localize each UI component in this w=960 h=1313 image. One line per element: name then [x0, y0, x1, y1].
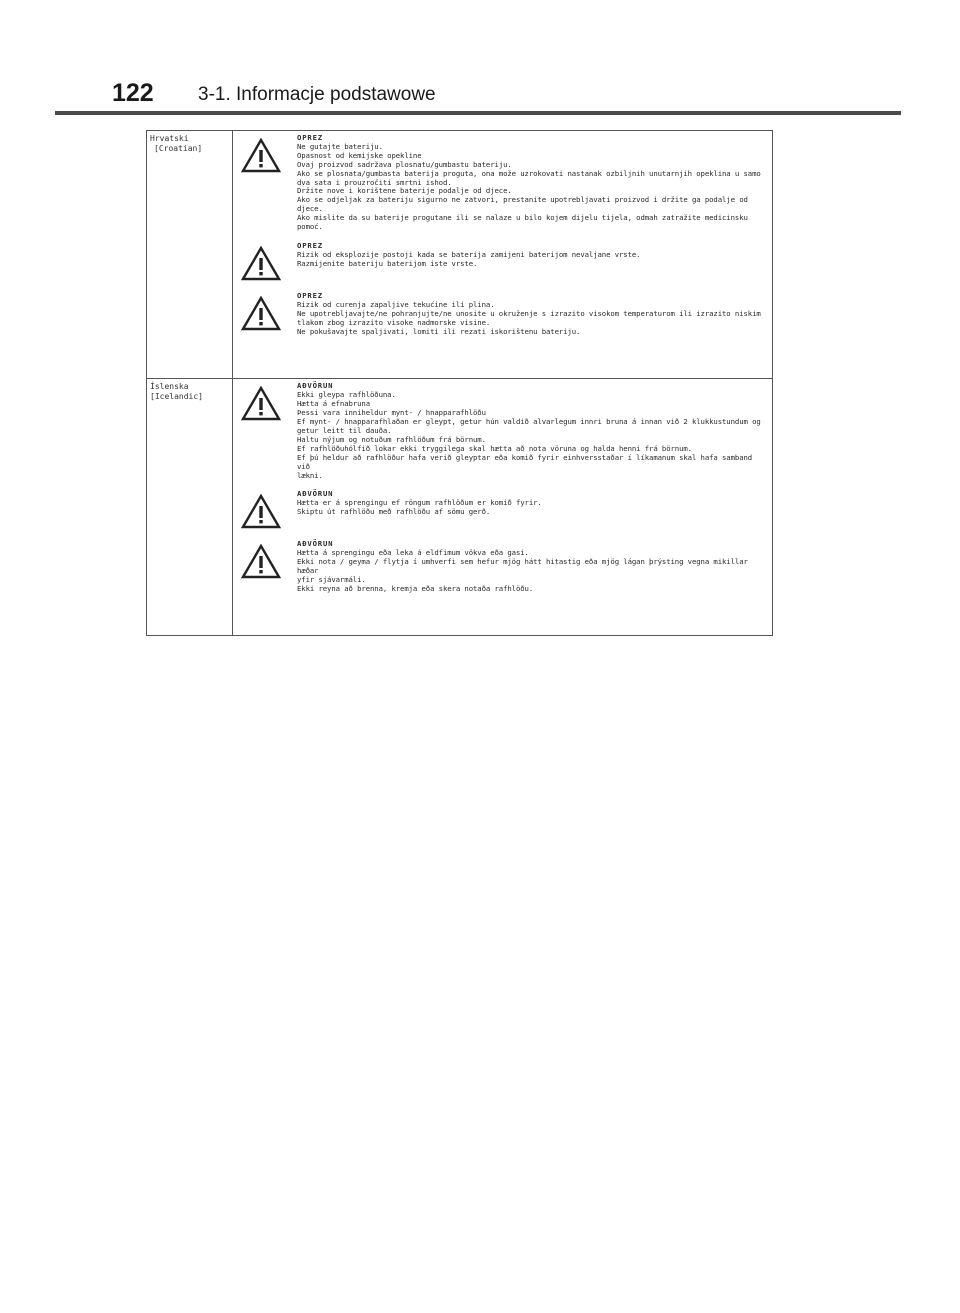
warning-triangle-icon — [241, 296, 281, 332]
warning-title: AÐVÖRUN — [297, 381, 334, 391]
warning-line: getur leitt til dauða. — [297, 426, 392, 436]
table-row — [147, 131, 773, 379]
warning-block — [241, 490, 768, 530]
warning-block — [241, 292, 768, 337]
language-english-name: [Icelandic] — [150, 392, 203, 402]
table-row — [147, 379, 773, 636]
warning-line: Ekki reyna að brenna, kremja eða skera notaða rafhlöðu. — [297, 583, 534, 593]
warning-line: Ne upotrebljavajte/ne pohranjujte/ne unosite u okruženje s izrazito visokom temperaturom ili izrazito niskim — [297, 308, 761, 318]
warning-line: Ako se odjeljak za bateriju sigurno ne zatvori, prestanite upotrebljavati proizvod i držite ga podalje od djece. — [297, 195, 748, 214]
warning-block — [241, 134, 768, 232]
warning-line: Ekki nota / geyma / flytja í umhverfi sem hefur mjög hátt hitastig eða mjög lágan þrýsting vegna mikillar hæðar — [297, 557, 748, 576]
warning-line: tlakom zbog izrazito visoke nadmorske visine. — [297, 317, 491, 327]
warning-line: Haltu nýjum og notuðum rafhlöðum frá börnum. — [297, 434, 486, 444]
warning-line: Hætta á sprengingu eða leka á eldfimum vökva eða gasi. — [297, 548, 529, 558]
warning-line: Hætta á efnabruna — [297, 399, 370, 409]
warning-triangle-icon — [241, 246, 281, 282]
warning-line: lækni. — [297, 470, 323, 480]
page-header — [0, 0, 960, 120]
warning-triangle-icon — [241, 138, 281, 174]
battery-warning-table — [146, 130, 773, 636]
warning-block — [241, 242, 768, 282]
warning-line: Ako mislite da su baterije progutane ili se nalaze u bilo kojem dijelu tijela, odmah zatražite medicinsku pomoć. — [297, 213, 748, 232]
warning-line: Ako se plosnata/gumbasta baterija proguta, ona može uzrokovati nastanak ozbiljnih unutarnjih opeklina u samo — [297, 168, 761, 178]
warning-line: Hætta er á sprengingu ef röngum rafhlöðum er komið fyrir. — [297, 498, 542, 508]
language-cell — [147, 131, 233, 379]
warning-block — [241, 540, 768, 593]
warning-line: Skiptu út rafhlöðu með rafhlöðu af sömu gerð. — [297, 507, 491, 517]
language-english-name: [Croatian] — [154, 144, 203, 153]
warnings-cell — [233, 131, 773, 379]
warning-text — [297, 242, 768, 269]
warning-text — [297, 292, 768, 337]
warning-line: Ef mynt- / hnapparafhlaðan er gleypt, getur hún valdið alvarlegum innri bruna á innan við 2 klukkustundum og — [297, 417, 761, 427]
warning-triangle-icon — [241, 386, 281, 422]
warning-line: Ovaj proizvod sadržava plosnatu/gumbastu bateriju. — [297, 159, 512, 169]
warning-line: Ne gutajte bateriju. — [297, 141, 383, 151]
warning-block — [241, 382, 768, 480]
warning-line: Držite nove i korištene baterije podalje od djece. — [297, 186, 512, 196]
warning-title: OPREZ — [297, 240, 323, 250]
warning-text — [297, 134, 768, 232]
warning-text — [297, 382, 768, 480]
table-body — [147, 131, 773, 636]
warnings-cell — [233, 379, 773, 636]
header-rule — [55, 111, 901, 115]
warning-line: Rizik od curenja zapaljive tekućine ili plina. — [297, 299, 495, 309]
warning-text — [297, 490, 768, 517]
warning-triangle-icon — [241, 494, 281, 530]
warning-line: Rizik od eksplozije postoji kada se baterija zamijeni baterijom nevaljane vrste. — [297, 249, 641, 259]
warning-line: Þessi vara inniheldur mynt- / hnapparafhlöðu — [297, 408, 486, 418]
warning-title: OPREZ — [297, 133, 323, 142]
warning-title: AÐVÖRUN — [297, 489, 334, 499]
warning-triangle-icon — [241, 544, 281, 580]
warning-text — [297, 540, 768, 593]
section-title: 3-1. Informacje podstawowe — [198, 84, 436, 105]
warning-line: Opasnost od kemijske opekline — [297, 150, 422, 160]
language-name: Íslenska — [150, 382, 189, 392]
warning-line: Ekki gleypa rafhlöðuna. — [297, 390, 396, 400]
warning-line: yfir sjávarmáli. — [297, 575, 366, 585]
warning-title: AÐVÖRUN — [297, 539, 334, 549]
language-name: Hrvatski — [150, 134, 189, 143]
warning-line: Ne pokušavajte spaljivati, lomiti ili rezati iskorištenu bateriju. — [297, 326, 581, 336]
warning-line: dva sata i prouzročiti smrtni ishod. — [297, 177, 452, 187]
page-number: 122 — [112, 79, 154, 107]
warning-line: Razmijenite bateriju baterijom iste vrste. — [297, 258, 478, 268]
warning-line: Ef rafhlöðuhólfið lokar ekki tryggilega skal hætta að nota vöruna og halda henni frá börnum. — [297, 443, 692, 453]
warning-title: OPREZ — [297, 290, 323, 300]
warning-line: Ef þú heldur að rafhlöður hafa verið gleyptar eða komið fyrir einhversstaðar í líkamanum skal hafa samband við — [297, 452, 753, 471]
language-cell — [147, 379, 233, 636]
